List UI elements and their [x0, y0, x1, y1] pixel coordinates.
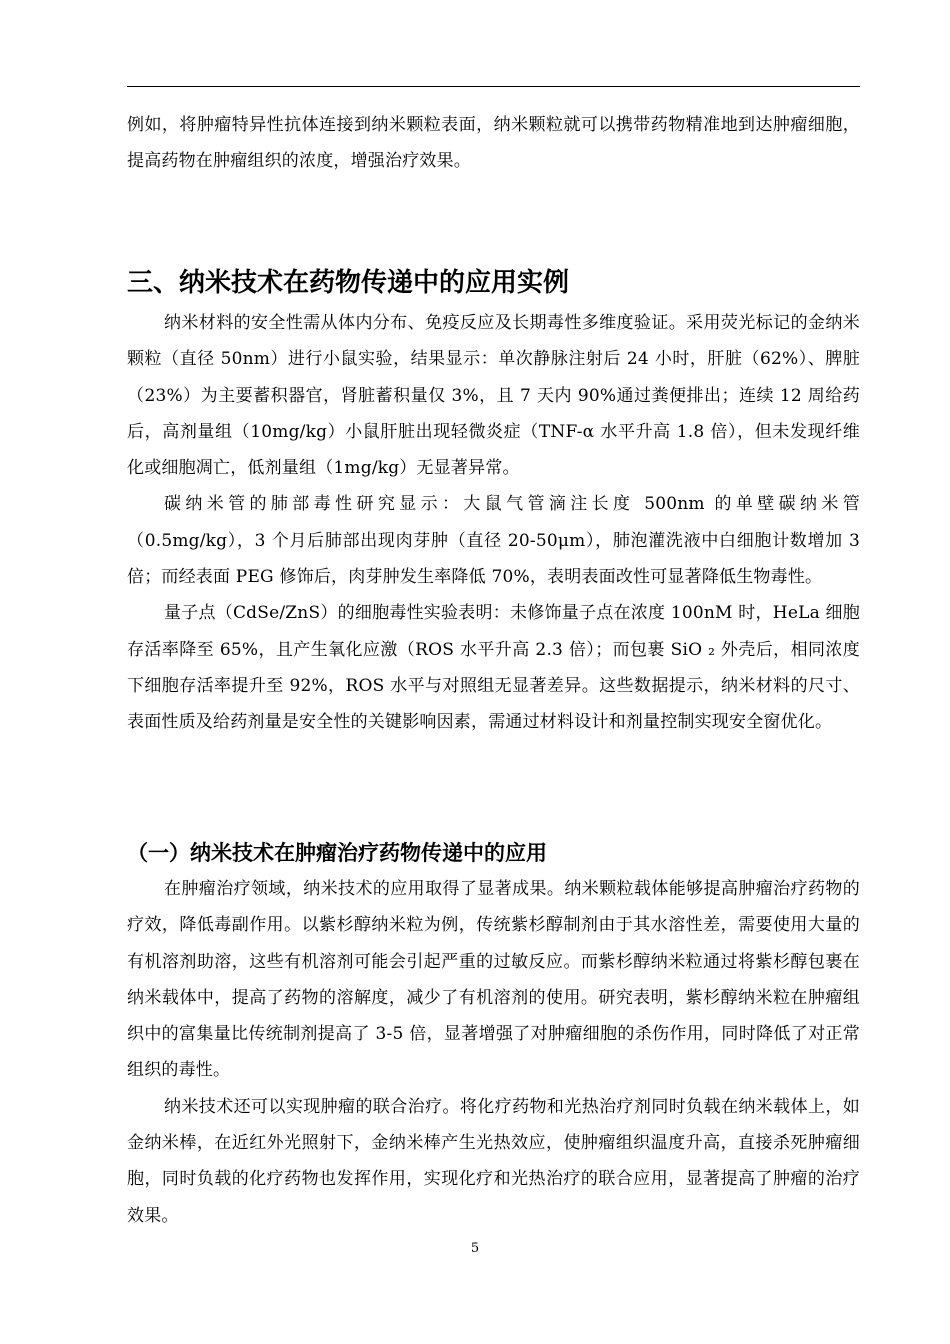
body-paragraph-4: 在肿瘤治疗领域，纳米技术的应用取得了显著成果。纳米颗粒载体能够提高肿瘤治疗药物的疗效，降低毒副作用。以紫杉醇纳米粒为例，传统紫杉醇制剂由于其水溶性差，需要使用大量的有机溶剂助溶，这些有机溶剂可能会引起严重的过敏反应。而紫杉醇纳米粒通过将紫杉醇包裹在纳米载体中，提高了药物的溶解度，减少了有机溶剂的使用。研究表明，紫杉醇纳米粒在肿瘤组织中的富集量比传统制剂提高了 3-5 倍，显著增强了对肿瘤细胞的杀伤作用，同时降低了对正常组织的毒性。 [127, 879, 860, 1081]
section-heading: 三、纳米技术在药物传递中的应用实例 [127, 268, 570, 298]
section-body [127, 305, 860, 741]
subsection-heading: （一）纳米技术在肿瘤治疗药物传递中的应用 [127, 841, 547, 865]
intro-block [127, 107, 860, 180]
body-paragraph-1: 纳米材料的安全性需从体内分布、免疫反应及长期毒性多维度验证。采用荧光标记的金纳米颗粒（直径 50nm）进行小鼠实验，结果显示：单次静脉注射后 24 小时，肝脏（62%）、脾脏（23%）为主要蓄积器官，肾脏蓄积量仅 3%，且 7 天内 90%通过粪便排出；连续 12 周给药后，高剂量组（10mg/kg）小鼠肝脏出现轻微炎症（TNF-α 水平升高 1.8 倍），但未发现纤维化或细胞凋亡，低剂量组（1mg/kg）无显著异常。 [127, 313, 860, 479]
header-rule [127, 86, 860, 87]
body-paragraph-3: 量子点（CdSe/ZnS）的细胞毒性实验表明：未修饰量子点在浓度 100nM 时，HeLa 细胞存活率降至 65%，且产生氧化应激（ROS 水平升高 2.3 倍）；而包裹 SiO ₂ 外壳后，相同浓度下细胞存活率提升至 92%，ROS 水平与对照组无显著差异。这些数据提示，纳米材料的尺寸、表面性质及给药剂量是安全性的关键影响因素，需通过材料设计和剂量控制实现安全窗优化。 [127, 603, 860, 733]
body-paragraph-2: 碳纳米管的肺部毒性研究显示：大鼠气管滴注长度 500nm 的单壁碳纳米管（0.5mg/kg），3 个月后肺部出现肉芽肿（直径 20-50μm），肺泡灌洗液中白细胞计数增加 3 倍；而经表面 PEG 修饰后，肉芽肿发生率降低 70%，表明表面改性可显著降低生物毒性。 [127, 494, 860, 588]
subsection-body [127, 871, 860, 1234]
section-heading-block [127, 266, 860, 300]
subsection-heading-block [127, 837, 860, 869]
page-number: 5 [470, 1241, 480, 1256]
body-paragraph-5: 纳米技术还可以实现肿瘤的联合治疗。将化疗药物和光热治疗剂同时负载在纳米载体上，如金纳米棒，在近红外光照射下，金纳米棒产生光热效应，使肿瘤组织温度升高，直接杀死肿瘤细胞，同时负载的化疗药物也发挥作用，实现化疗和光热治疗的联合应用，显著提高了肿瘤的治疗效果。 [127, 1096, 860, 1226]
intro-paragraph: 例如，将肿瘤特异性抗体连接到纳米颗粒表面，纳米颗粒就可以携带药物精准地到达肿瘤细胞，提高药物在肿瘤组织的浓度，增强治疗效果。 [127, 115, 860, 172]
